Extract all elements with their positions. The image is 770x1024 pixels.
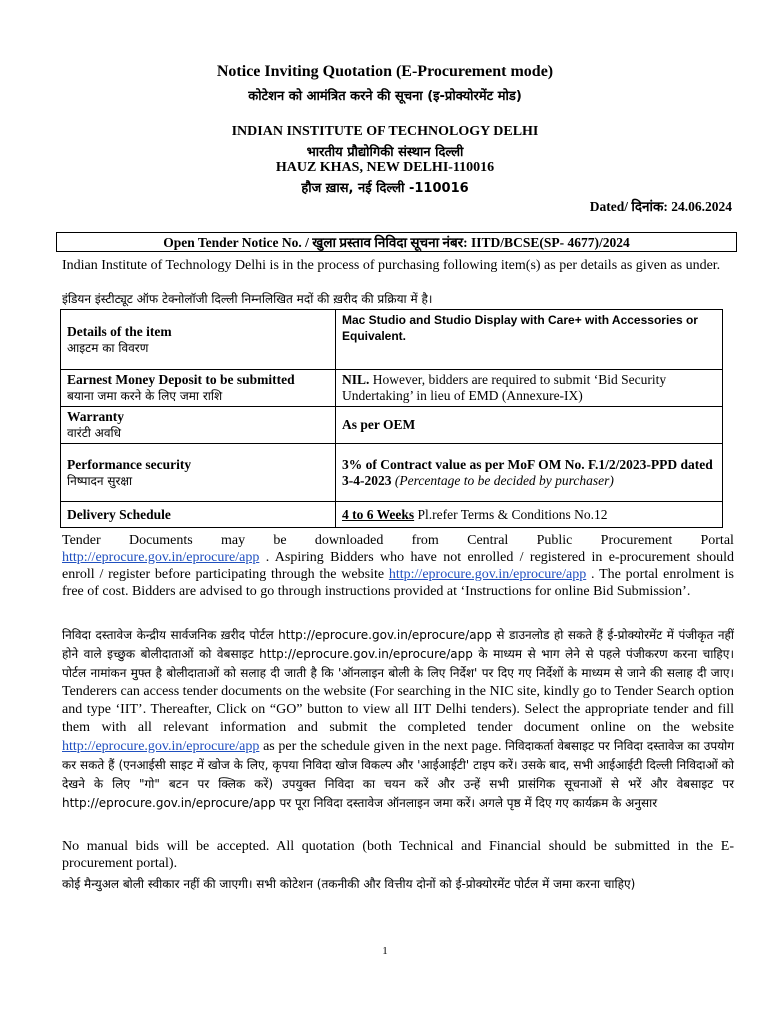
eprocure-link[interactable]: http://eprocure.gov.in/eprocure/app: [388, 567, 587, 582]
item-description: Mac Studio and Studio Display with Care+ with Accessories or Equivalent.: [342, 313, 698, 343]
row-label: Earnest Money Deposit to be submitted: [67, 372, 295, 387]
table-cell-value: [336, 310, 723, 370]
row-label-hindi: निष्पादन सुरक्षा: [67, 473, 133, 488]
hindi-text: निविदा दस्तावेज केन्द्रीय सार्वजनिक ख़रीद पोर्टल http://eprocure.gov.in/eprocure/app से डाउनलोड हो सकते हैं ई-प्रोक्योरमेंट में पंजीकृत नहीं होने वाले इच्छुक बोलीदाताओं को वेबसाइट http://eprocure.gov.in/eprocure/app के माध्यम से भाग लेने से पहले पंजीकरण करना चाहिए। पोर्टल नामांकन मुफ्त है बोलीदाताओं को सलाह दी जाती है कि 'ऑनलाइन बोली के लिए निर्देश' पर दिए गए निर्देशों के माध्यम से जाने की सलाह दी जाए।: [62, 628, 734, 680]
row-label-hindi: वारंटी अवधि: [67, 426, 121, 440]
table-cell-value: [336, 444, 723, 502]
notice-date: Dated/ दिनांक: 24.06.2024: [589, 199, 732, 214]
item-details-table: [60, 309, 723, 528]
tender-notice-number: Open Tender Notice No. / खुला प्रस्ताव निविदा सूचना नंबर: IITD/BCSE(SP- 4677)/2024: [56, 232, 737, 252]
word: be: [273, 533, 287, 548]
table-row: [61, 444, 723, 502]
table-row: [61, 407, 723, 444]
row-label: Details of the item: [67, 323, 172, 339]
table-cell-label: [61, 370, 336, 407]
row-label: Delivery Schedule: [67, 506, 171, 522]
row-label: Performance security: [67, 456, 192, 472]
table-cell-value: [336, 407, 723, 444]
manual-bids-note: No manual bids will be accepted. All quotation (both Technical and Financial should be submitted in the E-procurement portal).: [62, 839, 734, 871]
emd-value: NIL.: [342, 372, 370, 387]
tender-documents-paragraph: [62, 532, 734, 600]
warranty-value: As per OEM: [342, 417, 416, 432]
notice-title-hindi: कोटेशन को आमंत्रित करने की सूचना (इ-प्रोक्योरमेंट मोड): [248, 89, 522, 104]
eprocure-link[interactable]: http://eprocure.gov.in/eprocure/app: [62, 739, 260, 754]
eprocure-link[interactable]: http://eprocure.gov.in/eprocure/app: [62, 550, 260, 565]
delivery-note: Pl.refer Terms & Conditions No.12: [414, 506, 608, 522]
word: may: [221, 533, 246, 548]
table-cell-label: [61, 444, 336, 502]
table-row: [61, 370, 723, 407]
institute-address-hindi: हौज ख़ास, नई दिल्ली -110016: [301, 181, 469, 196]
table-row: [61, 310, 723, 370]
word: Procurement: [600, 533, 673, 548]
notice-title: Notice Inviting Quotation (E-Procurement mode): [216, 63, 554, 80]
manual-bids-note-hindi: कोई मैन्युअल बोली स्वीकार नहीं की जाएगी। सभी कोटेशन (तकनीकी और वित्तीय दोनों को ई-प्रोक्योरमेंट पोर्टल में जमा करना चाहिए): [62, 877, 636, 891]
performance-security-note: (Percentage to be decided by purchaser): [391, 472, 614, 488]
tender-text: . Aspiring Bidders who have not enrolled / registered in e-procurement should enroll / register before participating through the website: [62, 550, 734, 582]
table-cell-label: [61, 310, 336, 370]
table-row: [61, 502, 723, 528]
word: Central: [467, 533, 509, 548]
row-label: Warranty: [67, 409, 124, 424]
word: from: [411, 533, 439, 548]
tender-text: . The portal enrolment is free of cost. Bidders are advised to go through instructions provided at ‘Instructions for online Bid Submission’.: [62, 567, 735, 599]
word: Public: [536, 533, 573, 548]
institute-name-hindi: भारतीय प्रौद्योगिकी संस्थान दिल्ली: [306, 145, 464, 160]
table-cell-value: [336, 502, 723, 528]
table-cell-label: [61, 407, 336, 444]
table-cell-value: [336, 370, 723, 407]
page-number: 1: [382, 945, 388, 957]
delivery-value: 4 to 6 Weeks: [342, 506, 415, 522]
word: Documents: [128, 533, 193, 548]
word: Tender: [62, 533, 101, 548]
english-text: Tenderers can access tender documents on the website (For searching in the NIC site, kindly go to Tender Search option and type ‘IIT’. Thereafter, Click on “GO” button to view all IIT Delhi tenders). Select the appropriate tender and fill them with all relevant information and submit the completed tender document online on the website: [62, 684, 734, 735]
intro-text: Indian Institute of Technology Delhi is in the process of purchasing following item(s) as per details as given as under.: [62, 258, 721, 273]
institute-address: HAUZ KHAS, NEW DELHI-110016: [275, 160, 495, 175]
institute-name: INDIAN INSTITUTE OF TECHNOLOGY DELHI: [231, 124, 539, 139]
performance-security-value: 3% of Contract value as per MoF OM No. F.1/2/2023-PPD dated 3-4-2023: [342, 456, 713, 488]
hindi-instructions-paragraph: [62, 626, 734, 813]
row-label-hindi: बयाना जमा करने के लिए जमा राशि: [67, 389, 223, 403]
hindi-text: निविदाकर्ता वेबसाइट पर निविदा दस्तावेज का उपयोग कर सकते हैं (एनआईसी साइट में खोज के लिए, कृपया निविदा खोज विकल्प और 'आईआईटी' टाइप करें। उसके बाद, सभी आईआईटी दिल्ली निविदाओं को देखने के लिए "गो" बटन पर क्लिक करें) उपयुक्त निविदा का चयन करें और उन्हें सभी प्रासंगिक सूचनाओं से भरें और वेबसाइट पर http://eprocure.gov.in/eprocure/app पर पूरा निविदा दस्तावेज ऑनलाइन जमा करें। अगले पृष्ठ में दिए गए कार्यक्रम के अनुसार: [62, 739, 735, 810]
row-label-hindi: आइटम का विवरण: [67, 340, 149, 355]
english-text: as per the schedule given in the next page.: [259, 739, 502, 754]
tender-documents-first-line: [62, 532, 734, 549]
emd-note: However, bidders are required to submit ‘Bid Security Undertaking’ in lieu of EMD (Annexure-IX): [342, 372, 667, 403]
table-cell-label: [61, 502, 336, 528]
intro-text-hindi: इंडियन इंस्टीट्यूट ऑफ टेक्नोलॉजी दिल्ली निम्नलिखित मदों की ख़रीद की प्रक्रिया में है।: [62, 292, 433, 306]
word: downloaded: [314, 533, 384, 548]
word: Portal: [700, 533, 734, 548]
tender-documents-body: [62, 549, 734, 600]
